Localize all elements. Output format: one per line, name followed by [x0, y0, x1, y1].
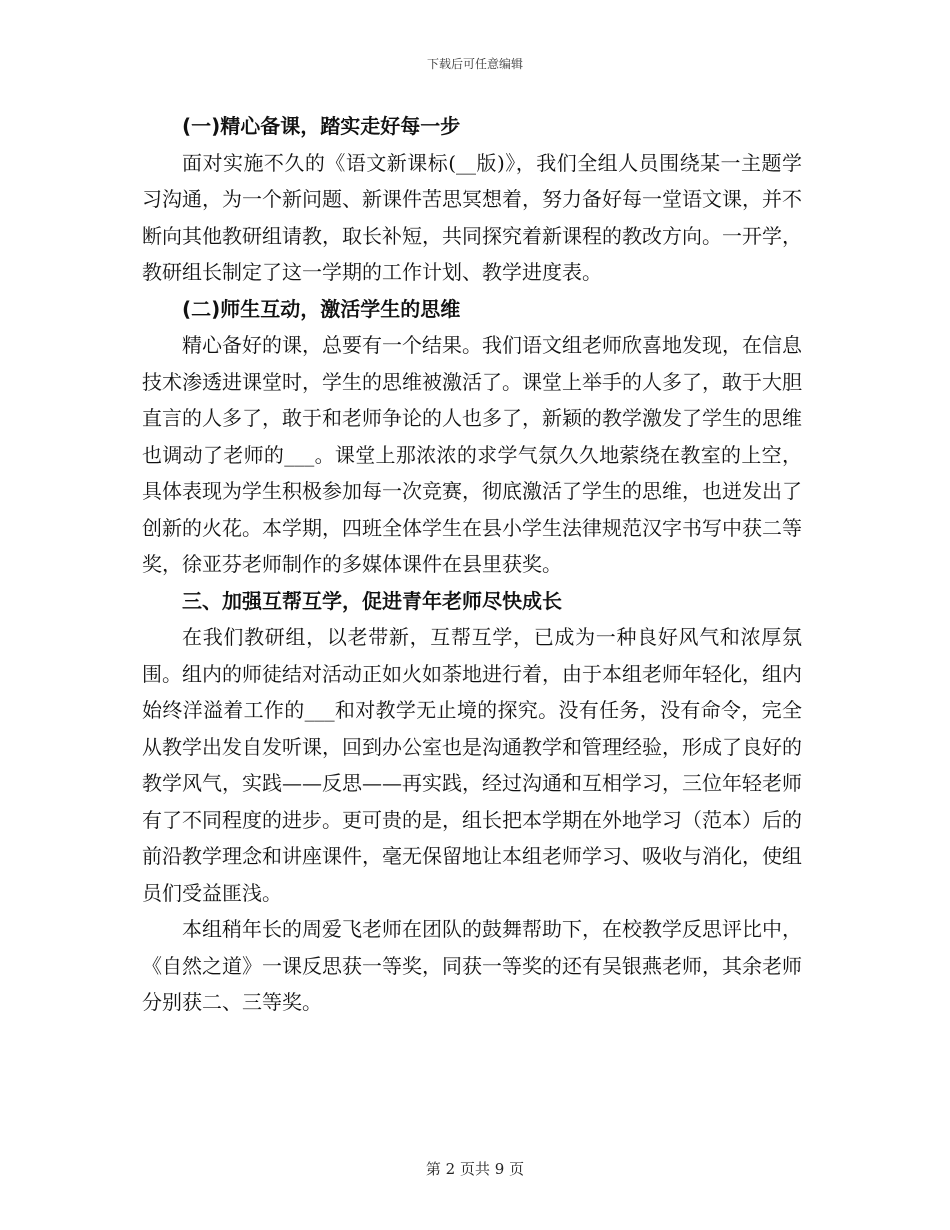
- page-number: 第 2 页共 9 页: [425, 1160, 525, 1178]
- section-heading: (二)师生互动，激活学生的思维: [182, 296, 461, 321]
- page-header: 下载后可任意编辑: [426, 57, 523, 71]
- body-paragraph: 面对实施不久的《语文新课标(__版)》，我们全组人员围绕某一主题学习沟通，为一个新问题、新课件苦思冥想着，努力备好每一堂语文课，并不断向其他教研组请教，取长补短，共同探究着新课程的教改方向。一开学，教研组长制定了这一学期的工作计划、教学进度表。: [142, 150, 802, 284]
- section-heading: (一)精心备课，踏实走好每一步: [182, 114, 461, 138]
- body-paragraph: 精心备好的课，总要有一个结果。我们语文组老师欣喜地发现，在信息技术渗透进课堂时，学生的思维被激活了。课堂上举手的人多了，敢于大胆直言的人多了，敢于和老师争论的人也多了，新颖的教学激发了学生的思维也调动了老师的___。课堂上那浓浓的求学气氛久久地萦绕在教室的上空，具体表现为学生积极参加每一次竞赛，彻底激活了学生的思维，也迸发出了创新的火花。本学期，四班全体学生在县小学生法律规范汉字书写中获二等奖，徐亚芬老师制作的多媒体课件在县里获奖。: [142, 333, 802, 576]
- body-paragraph: 在我们教研组，以老带新，互帮互学，已成为一种良好风气和浓厚氛围。组内的师徒结对活动正如火如荼地进行着，由于本组老师年轻化，组内始终洋溢着工作的___和对教学无止境的探究。没有任务，没有命令，完全从教学出发自发听课，回到办公室也是沟通教学和管理经验，形成了良好的教学风气，实践——反思——再实践，经过沟通和互相学习，三位年轻老师有了不同程度的进步。更可贵的是，组长把本学期在外地学习（范本）后的前沿教学理念和讲座课件，毫无保留地让本组老师学习、吸收与消化，使组员们受益匪浅。: [142, 625, 802, 905]
- section-heading: 三、加强互帮互学，促进青年老师尽快成长: [182, 588, 562, 613]
- body-paragraph: 本组稍年长的周爱飞老师在团队的鼓舞帮助下，在校教学反思评比中，《自然之道》一课反思获一等奖，同获一等奖的还有吴银燕老师，其余老师分别获二、三等奖。: [142, 917, 802, 1014]
- document-body: [142, 108, 802, 1021]
